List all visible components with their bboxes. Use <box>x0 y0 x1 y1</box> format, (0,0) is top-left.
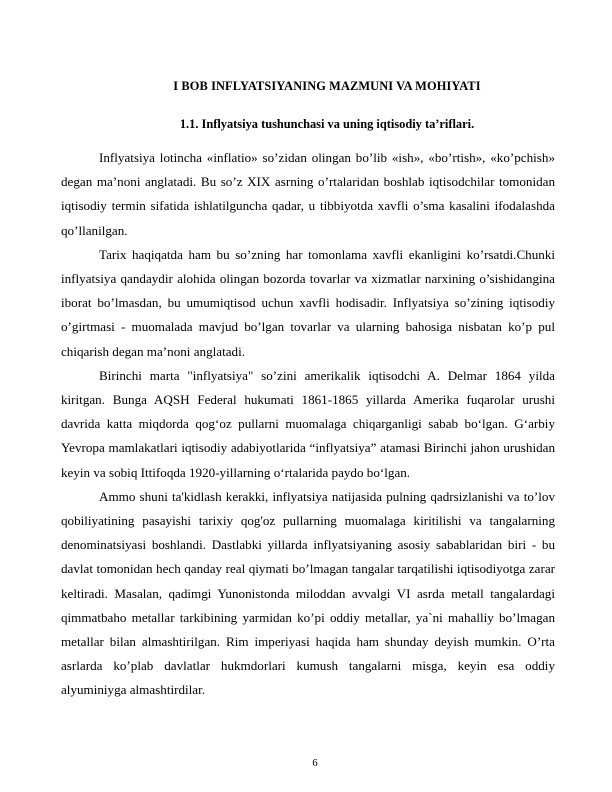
paragraph: Tarix haqiqatda ham bu so’zning har tomonlama xavfli ekanligini ko’rsatdi.Chunki inflyatsiya qandaydir alohida olingan bozorda tovarlar va xizmatlar narxining o’sishidangina iborat bo’lmasdan, bu umumiqtisod uchun xavfli hodisadir. Inflyatsiya so’zining iqtisodiy o’girtmasi - muomalada mavjud bo’lgan tovarlar va ularning bahosiga nisbatan ko’p pul chiqarish degan ma’noni anglatadi. <box>61 246 555 359</box>
section-title: 1.1. Inflyatsiya tushunchasi va uning iqtisodiy ta’riflari. <box>179 117 475 131</box>
chapter-title: I BOB INFLYATSIYANING MAZMUNI VA MOHIYATI <box>173 79 481 93</box>
body-text <box>61 146 555 703</box>
paragraph: Ammo shuni ta'kidlash kerakki, inflyatsiya natijasida pulning qadrsizlanishi va to’lov qobiliyatining pasayishi tarixiy qog'oz pullarning muomalaga kiritilishi va tangalarning denominatsiyasi boshlandi. Dastlabki yillarda inflyatsiyaning asosiy sabablaridan biri - bu davlat tomonidan hech qanday real qiymati bo’lmagan tangalar tarqatilishi iqtisodiyotga zarar keltiradi. Masalan, qadimgi Yunonistonda miloddan avvalgi VI asrda metall tangalardagi qimmatbaho metallar tarkibining yarmidan ko’pi oddiy metallar, ya`ni mahalliy bo’lmagan metallar bilan almashtirilgan. Rim imperiyasi haqida ham shunday deyish mumkin. O’rta asrlarda ko’plab davlatlar hukmdorlari kumush tangalarni misga, keyin esa oddiy alyuminiyga almashtirdilar. <box>61 488 555 698</box>
paragraph: Inflyatsiya lotincha «inflatio» so’zidan olingan bo’lib «ish», «bo’rtish», «ko’pchish» degan ma’noni anglatadi. Bu so’z XIX asrning o’rtalaridan boshlab iqtisodchilar tomonidan iqtisodiy termin sifatida ishlatilguncha qadar, u tibbiyotda xavfli o’sma kasalini ifodalashda qo’llanilgan. <box>61 150 555 238</box>
page-number: 6 <box>312 758 318 769</box>
paragraph: Birinchi marta "inflyatsiya" so’zini amerikalik iqtisodchi A. Delmar 1864 yilda kiritgan. Bunga AQSH Federal hukumati 1861-1865 yillarda Amerika fuqarolar urushi davrida katta miqdorda qog‘oz pullarni muomalaga chiqarganligi sabab bo‘lgan. G‘arbiy Yevropa mamlakatlari iqtisodiy adabiyotlarida “inflyatsiya” atamasi Birinchi jahon urushidan keyin va sobiq Ittifoqda 1920-yillarning o‘rtalarida paydo bo‘lgan. <box>61 367 555 480</box>
